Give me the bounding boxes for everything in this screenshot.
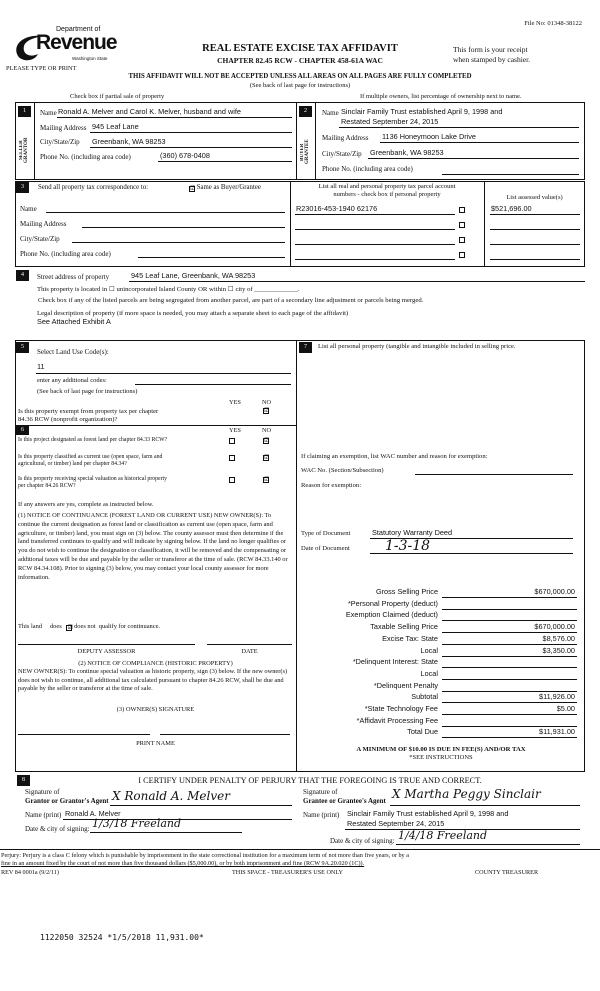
label: City/State/Zip [20,235,60,243]
owner-signature-label: (3) OWNER(S) SIGNATURE [116,706,195,713]
land-use-code[interactable]: 11 [37,362,45,371]
historic-yes-checkbox[interactable] [229,477,235,483]
assessed-header: List assessed value(s) [506,194,563,201]
county-treasurer: COUNTY TREASURER [475,869,539,876]
historic-no-checkbox[interactable]: ☑ [264,477,270,483]
corr-city-field[interactable] [72,242,285,243]
document-date[interactable]: 1-3-18 [385,538,431,554]
fee-label: Taxable Selling Price [370,622,438,632]
no-header: NO [262,427,272,434]
fee-label: Total Due [407,727,438,737]
form-chapter: CHAPTER 82.45 RCW - CHAPTER 458-61A WAC [217,56,383,65]
grantor-signature[interactable]: X Ronald A. Melver [112,789,230,803]
receipt-line1: This form is your receipt [453,45,528,54]
receipt-line2: when stamped by cashier. [453,55,531,64]
label: City/State/Zip [322,150,362,158]
notice-of-continuance: (1) NOTICE OF CONTINUANCE (FOREST LAND OR CURRENT USE) NEW OWNER(S): To continue the current designation as forest land or classification as current use (open space, farm and agriculture, or timber) land, you must sign on (3) below. The county assessor must then determine if the land transferred continues to qualify and will indicate by signing below. If the land no longer qualifies or you do not wish to continue the designation or classification, it will be removed and the compensating or additional taxes will be due and payable by the seller or transferor at the time of sale. (RCW 84.33.140 or RCW 84.34.108). Prior to signing (3) below, you may contact your local county assessor for more information. [18,512,288,581]
logo-name: Revenue [36,31,117,54]
section-number-5: 5 [16,342,29,353]
fee-line [442,667,577,668]
minimum-due-note: A MINIMUM OF $10.00 IS DUE IN FEE(S) AND/OR TAX [356,746,526,753]
deputy-assessor-label: DEPUTY ASSESSOR [77,648,136,655]
logo-state: Washington State [72,56,108,61]
label: Name (print) [303,811,340,819]
legal-description[interactable]: See Attached Exhibit A [37,317,111,326]
label: Mailing Address [322,134,369,142]
deputy-assessor-signature[interactable] [18,644,195,645]
exempt-question-2: 84.36 RCW (nonprofit organization)? [18,416,118,423]
current-use-no-checkbox[interactable]: ☑ [264,455,270,461]
yes-header: YES [229,399,241,406]
personal-property-checkbox[interactable] [459,252,465,258]
grantee-name-line2[interactable]: Restated September 24, 2015 [341,117,439,126]
label: Date & city of signing: [330,837,395,845]
does-not-option: does not [74,623,96,630]
fee-label: Local [420,668,438,678]
see-back: (See back of last page for instructions) [249,82,351,89]
segregated-note: Check box if any of the listed parcels are being segregated from another parcel, are part of a secondary line adjustment or parcels being merged. [38,297,424,304]
fee-value[interactable]: $8,576.00 [542,633,575,643]
reason-label: Reason for exemption: [301,482,362,489]
historic-question-2: per chapter 84.26 RCW? [18,483,76,489]
label: qualify for continuance. [98,623,161,630]
see-instructions: (See back of last page for instructions) [37,388,138,395]
buyer-grantee-label: BUYER GRANTEE [300,139,310,165]
legal-description-label: Legal description of property (if more space is needed, you may attach a separate sheet to each page of the affidavit) [37,310,349,317]
fee-line [442,714,577,715]
grantor-address[interactable]: 945 Leaf Lane [92,122,139,131]
dor-logo [12,26,117,68]
fee-value[interactable]: $670,000.00 [534,622,575,632]
label: Phone No. (including area code) [40,153,131,161]
fee-label: Gross Selling Price [375,587,438,596]
additional-codes-field[interactable] [135,384,291,385]
fee-value[interactable]: $11,931.00 [539,727,575,737]
property-street-address[interactable]: 945 Leaf Lane, Greenbank, WA 98253 [131,271,256,280]
grantee-signature[interactable]: X Martha Peggy Sinclair [392,787,541,801]
grantee-print-name-1[interactable]: Sinclair Family Trust established April 9, 1998 and [347,809,509,818]
fee-value[interactable]: $3,350.00 [542,645,575,655]
label: This land [18,623,42,630]
fee-label: *Personal Property (deduct) [347,598,438,608]
fee-value[interactable]: $5.00 [556,704,575,713]
section-number-3: 3 [16,182,29,193]
label: Phone No. (including area code) [322,165,413,173]
send-correspondence-label: Send all property tax correspondence to: [38,184,149,191]
section-number-8: 8 [17,775,30,786]
form-revision: REV 84 0001a (9/2/11) [1,869,59,876]
label: Signature of [303,788,338,796]
label: Name [40,109,57,117]
land-use-label: Select Land Use Code(s): [37,348,109,356]
corr-phone-field[interactable] [138,257,285,258]
grantee-name-line1[interactable]: Sinclair Family Trust established April 9, 1998 and [341,107,503,116]
same-as-buyer-label: Same as Buyer/Grantee [196,184,261,191]
grantor-date-city[interactable]: 1/3/18 Freeland [92,817,182,830]
forest-yes-checkbox[interactable] [229,438,235,444]
grantee-date-city[interactable]: 1/4/18 Freeland [398,829,488,842]
doc-type-label: Type of Document [301,530,351,537]
grantor-agent-label: Grantor or Grantor's Agent [25,797,109,805]
exempt-no-checkbox[interactable]: ☑ [264,408,270,414]
form-title: REAL ESTATE EXCISE TAX AFFIDAVIT [202,43,398,54]
assessor-date-field[interactable] [207,644,292,645]
fee-line [442,679,577,680]
personal-property-checkbox[interactable] [459,207,465,213]
property-location: This property is located in ☐ unincorporated Island County OR within ☐ city of _____________. [37,286,300,293]
label: Street address of property [37,273,110,281]
historic-question: Is this property receiving special valuation as historical property [18,476,168,482]
forest-no-checkbox[interactable]: ☑ [264,438,270,444]
logo-dept: Department of [56,26,101,33]
parcel-header: List all real and personal property tax parcel account [318,183,456,190]
perjury-note-2: fine in an amount fixed by the court of not more than five thousand dollars ($5,000.00), or by both imprisonment and fine (RCW 9A.20.020 (1C)). [1,860,365,867]
warning: THIS AFFIDAVIT WILL NOT BE ACCEPTED UNLESS ALL AREAS ON ALL PAGES ARE FULLY COMPLETED [128,73,472,80]
partial-sale-label[interactable]: Check box if partial sale of property [70,93,165,100]
section-number-1: 1 [18,106,31,117]
grantee-agent-label: Grantee or Grantee's Agent [303,797,386,805]
continuance-line [18,623,160,631]
does-option[interactable]: does [49,623,62,630]
fee-label: Subtotal [411,692,438,702]
notice-of-compliance: NEW OWNER(S): To continue special valuation as historic property, sign (3) below. If the new owner(s) does not wish to continue, all additional tax calculated pursuant to chapter 84.26 RCW, shall be due and payable by the seller or transferor at the time of sale. [18,668,288,693]
current-use-question-2: agricultural, or timber) land per chapter 84.34? [18,461,127,467]
grantee-print-name-2[interactable]: Restated September 24, 2015 [347,819,445,828]
same-as-buyer-checkbox[interactable] [189,184,261,192]
owner-signature-field-2[interactable] [160,734,290,735]
grantee-city[interactable]: Greenbank, WA 98253 [370,148,444,157]
label: Name [20,205,37,213]
additional-codes-label: enter any additional codes: [37,377,107,384]
forest-land-question: Is this project designated as forest land per chapter 84.33 RCW? [18,437,168,443]
fee-line [442,737,577,738]
print-name-label: PRINT NAME [136,740,175,747]
please-type: PLEASE TYPE OR PRINT [6,65,77,72]
grantor-print-name[interactable]: Ronald A. Melver [65,809,121,818]
grantee-address[interactable]: 1136 Honeymoon Lake Drive [382,132,476,141]
current-use-question: Is this property classified as current use (open space, farm and [18,454,163,460]
fee-label: *Affidavit Processing Fee [356,715,438,725]
multiple-owners-note: If multiple owners, list percentage of ownership next to name. [360,93,522,100]
date-label: DATE [241,648,258,655]
wac-label: WAC No. (Section/Subsection) [301,467,384,474]
fee-label: *State Technology Fee [364,704,438,713]
current-use-yes-checkbox[interactable] [229,455,235,461]
personal-property-checkbox[interactable] [459,222,465,228]
personal-property-label: List all personal property (tangible and intangible included in selling price. [318,343,516,350]
yes-header: YES [229,427,241,434]
fee-line [442,597,577,598]
label: Phone No. (including area code) [20,250,111,258]
section-number-7: 7 [299,342,312,353]
fee-label: Excise Tax: State [382,633,438,643]
fee-value[interactable]: $670,000.00 [534,587,575,596]
fee-label: *Delinquent Interest: State [352,657,438,667]
perjury-note: Perjury: Perjury is a class C felony which is punishable by imprisonment in the state correctional institution for a maximum term of not more than five years, or by a [1,852,409,859]
section-number-2: 2 [299,106,312,117]
fee-line [442,644,577,645]
fee-label: Local [420,645,438,655]
label: Mailing Address [20,220,67,228]
label: Date & city of signing: [25,825,90,833]
corr-name-field[interactable] [46,212,285,213]
exempt-question: Is this property exempt from property tax per chapter [18,408,159,415]
exemption-label: If claiming an exemption, list WAC number and reason for exemption: [301,453,488,460]
fee-label: *Delinquent Penalty [373,680,438,690]
parcel-header-2: numbers - check box if personal property [333,191,441,198]
treasurer-stamp: 1122050 32524 *1/5/2018 11,931.00* [40,933,204,942]
seller-grantor-label: SELLER GRANTOR [19,137,29,164]
document-type[interactable]: Statutory Warranty Deed [372,528,453,537]
checkbox-checked[interactable]: ☑ [190,186,196,192]
file-number: File No: 01348-38122 [524,20,582,27]
label: Signature of [25,788,60,796]
fee-line [442,656,577,657]
label: Name [322,109,339,117]
grantor-name[interactable]: Ronald A. Melver and Carol K. Melver, husband and wife [58,107,241,116]
fee-label: Exemption Claimed (deduct) [345,610,438,620]
grantor-city[interactable]: Greenbank, WA 98253 [92,137,166,146]
parcel-number[interactable]: R23016-453-1940 62176 [296,204,378,213]
fee-line [442,609,577,610]
assessed-value[interactable]: $521,696.00 [491,204,532,213]
doc-date-label: Date of Document [301,545,350,552]
fee-line [442,632,577,633]
does-not-checkbox[interactable]: ☑ [67,625,73,631]
if-yes-note: If any answers are yes, complete as instructed below. [18,501,154,508]
label: Name (print) [25,811,62,819]
label: City/State/Zip [40,138,80,146]
notice-of-compliance-title: (2) NOTICE OF COMPLIANCE (HISTORIC PROPERTY) [78,660,233,667]
see-instructions-note: *SEE INSTRUCTIONS [409,754,473,761]
owner-signature-field[interactable] [18,734,150,735]
section-number-4: 4 [16,270,29,281]
section-number-6: 6 [16,426,29,435]
certification: I CERTIFY UNDER PENALTY OF PERJURY THAT THE FOREGOING IS TRUE AND CORRECT. [138,776,482,785]
corr-address-field[interactable] [82,227,285,228]
wac-field[interactable] [415,474,573,475]
treasurer-space: THIS SPACE - TREASURER'S USE ONLY [232,869,344,876]
grantor-phone[interactable]: (360) 678-0408 [160,151,210,160]
personal-property-checkbox[interactable] [459,237,465,243]
fee-value[interactable]: $11,926.00 [539,692,575,702]
no-header: NO [262,399,272,406]
label: Mailing Address [40,124,87,132]
